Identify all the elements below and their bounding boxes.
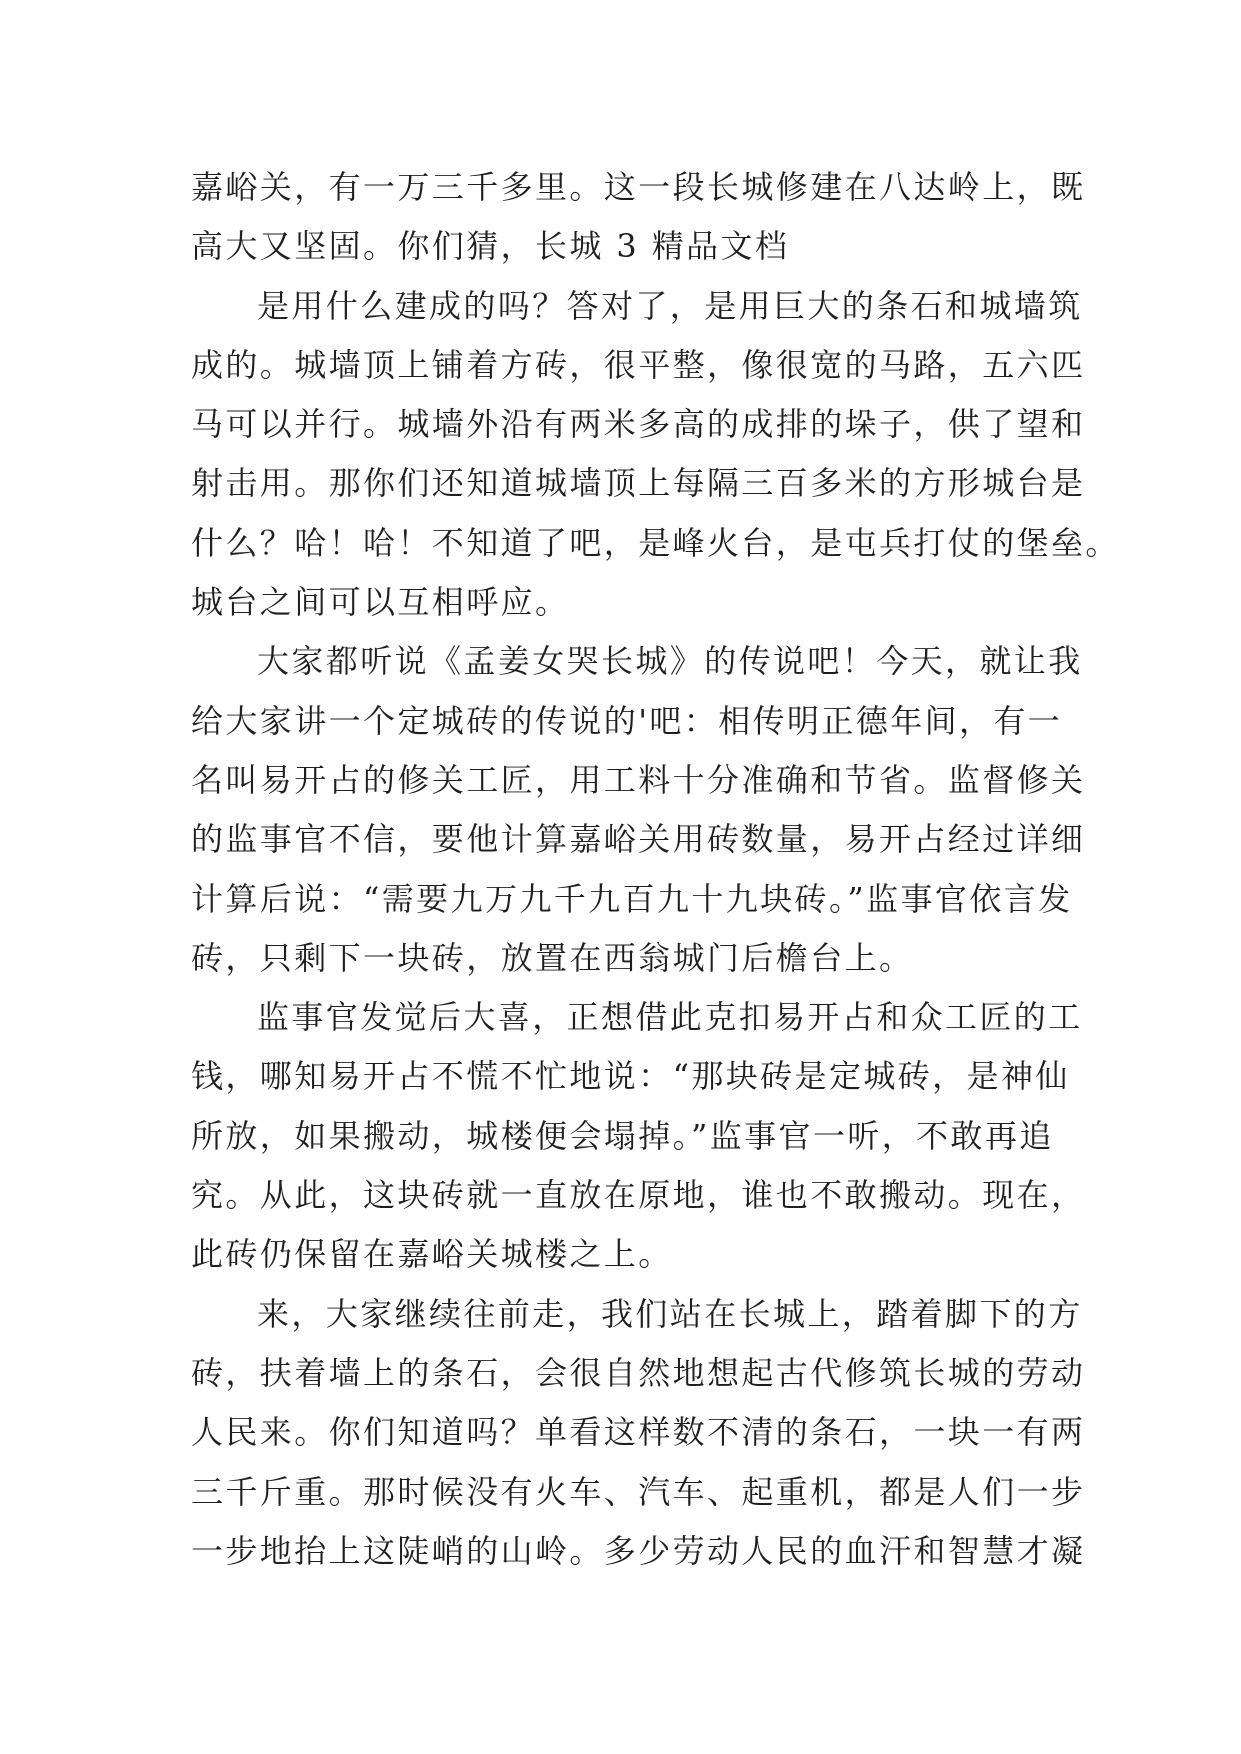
- text-line: 三千斤重。那时候没有火车、汽车、起重机，都是人们一步: [191, 1472, 1086, 1511]
- text-line: 计算后说：“需要九万九千九百九十九块砖。”监事官依言发: [191, 879, 1073, 918]
- paragraph-1: [191, 158, 1086, 277]
- text-line: 监事官发觉后大喜，正想借此克扣易开占和众工匠的工: [257, 998, 1083, 1037]
- text-line: 城台之间可以互相呼应。: [191, 583, 570, 622]
- text-line: 究。从此，这块砖就一直放在原地，谁也不敢搬动。现在，: [191, 1176, 1086, 1215]
- text-line: 高大又坚固。你们猜，长城 3 精品文档: [191, 227, 790, 266]
- text-line: 是用什么建成的吗？答对了，是用巨大的条石和城墙筑: [257, 286, 1083, 325]
- text-line: 的监事官不信，要他计算嘉峪关用砖数量，易开占经过详细: [191, 820, 1086, 859]
- text-line: 人民来。你们知道吗？单看这样数不清的条石，一块一有两: [191, 1413, 1086, 1452]
- text-line: 嘉峪关，有一万三千多里。这一段长城修建在八达岭上，既: [191, 168, 1086, 206]
- paragraph-5: [191, 1285, 1086, 1581]
- text-line: 名叫易开占的修关工匠，用工料十分准确和节省。监督修关: [191, 760, 1086, 799]
- text-line: 所放，如果搬动，城楼便会塌掉。”监事官一听，不敢再追: [191, 1116, 1054, 1155]
- text-line: 给大家讲一个定城砖的传说的'吧：相传明正德年间，有一: [191, 701, 1063, 740]
- text-line: 射击用。那你们还知道城墙顶上每隔三百多米的方形城台是: [191, 464, 1086, 503]
- text-line: 钱，哪知易开占不慌不忙地说：“那块砖是定城砖，是神仙: [191, 1057, 1070, 1096]
- text-line: 大家都听说《孟姜女哭长城》的传说吧！今天，就让我: [257, 642, 1083, 681]
- text-line: 来，大家继续往前走，我们站在长城上，踏着脚下的方: [257, 1294, 1083, 1333]
- text-line: 一步地抬上这陡峭的山岭。多少劳动人民的血汗和智慧才凝: [191, 1531, 1086, 1570]
- text-line: 砖，只剩下一块砖，放置在西翁城门后檐台上。: [191, 938, 914, 977]
- document-body: [191, 158, 1120, 1581]
- text-line: 此砖仍保留在嘉峪关城楼之上。: [191, 1235, 673, 1274]
- paragraph-2: [191, 277, 1120, 633]
- text-line: 什么？哈！哈！不知道了吧，是峰火台，是屯兵打仗的堡垒。: [191, 523, 1120, 562]
- text-line: 成的。城墙顶上铺着方砖，很平整，像很宽的马路，五六匹: [191, 345, 1086, 384]
- paragraph-4: [191, 988, 1086, 1284]
- text-line: 砖，扶着墙上的条石，会很自然地想起古代修筑长城的劳动: [191, 1353, 1086, 1392]
- paragraph-3: [191, 632, 1086, 988]
- text-line: 马可以并行。城墙外沿有两米多高的成排的垛子，供了望和: [191, 405, 1086, 444]
